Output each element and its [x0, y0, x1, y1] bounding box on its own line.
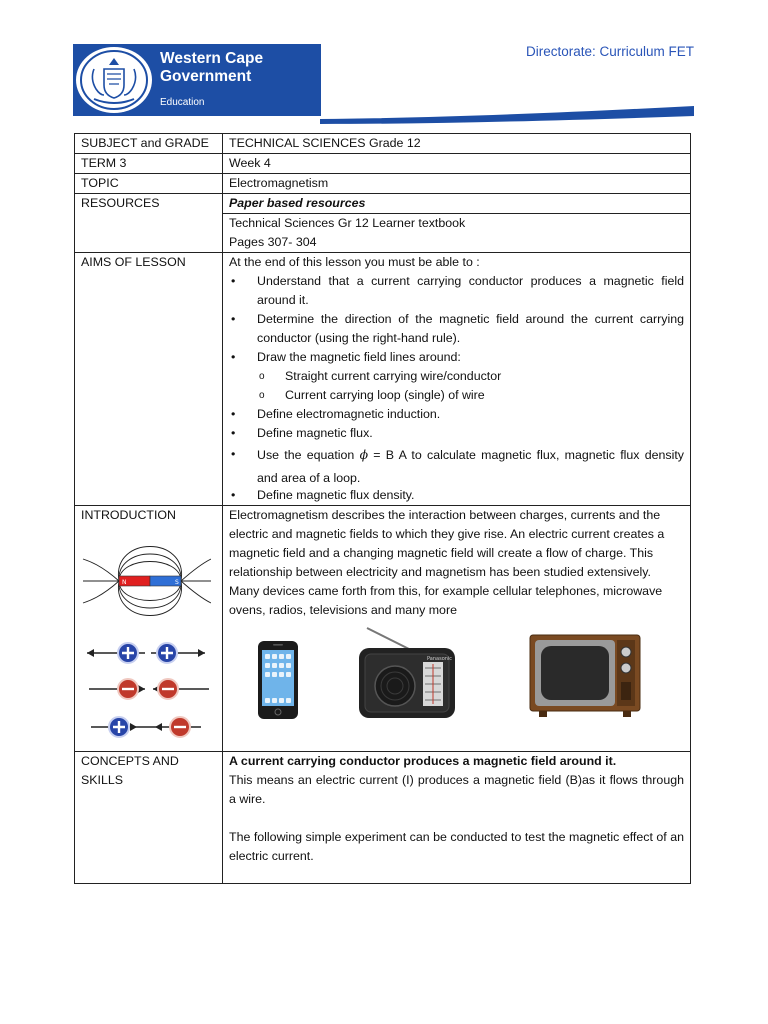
radio-icon [353, 626, 461, 722]
aims-subitem: o Current carrying loop (single) of wire [229, 386, 684, 405]
negative-charges-row [89, 679, 209, 699]
subject-row [75, 134, 691, 154]
textbook-name: Technical Sciences Gr 12 Learner textbook [229, 216, 466, 230]
resources-heading: Paper based resources [223, 194, 691, 214]
aims-item [229, 443, 684, 490]
mixed-charges-row [91, 717, 201, 737]
subject-label: SUBJECT and GRADE [75, 134, 223, 154]
introduction-label-cell [75, 506, 223, 752]
aims-item: • Define magnetic flux. [229, 424, 684, 443]
concepts-content [223, 752, 691, 884]
aims-item: • Determine the direction of the magnetic field around the current carrying conductor (using the right-hand rule). [229, 310, 684, 348]
aims-row [75, 253, 691, 506]
header-swoosh [320, 104, 694, 126]
topic-label: TOPIC [75, 174, 223, 194]
introduction-row [75, 506, 691, 752]
aims-sublist [229, 367, 684, 405]
magnet-n-label: N [122, 579, 127, 586]
aims-content [223, 253, 691, 506]
equation-post: = B A to calculate magnetic flux, magnetic flux density and area of a loop. [257, 448, 684, 485]
resources-detail [223, 214, 691, 253]
term-row [75, 154, 691, 174]
term-value: Week 4 [223, 154, 691, 174]
aims-list [229, 272, 684, 505]
org-subtitle: Education [160, 97, 205, 108]
concepts-row [75, 752, 691, 884]
television-icon [529, 634, 641, 718]
concepts-paragraph-2: The following simple experiment can be conducted to test the magnetic effect of an electric current. [229, 830, 684, 863]
aims-item-text: Draw the magnetic field lines around: [257, 350, 461, 364]
concepts-key-statement: A current carrying conductor produces a magnetic field around it. [229, 754, 617, 768]
aims-label: AIMS OF LESSON [75, 253, 223, 506]
concepts-label: CONCEPTS AND SKILLS [75, 752, 223, 884]
term-label: TERM 3 [75, 154, 223, 174]
magnet-field-illustration [81, 525, 211, 751]
introduction-label: INTRODUCTION [81, 508, 176, 522]
aims-item: • Define magnetic flux density. [229, 486, 684, 505]
aims-intro: At the end of this lesson you must be able to : [229, 255, 480, 269]
magnet-s-label: S [175, 579, 179, 586]
aims-subitem: o Straight current carrying wire/conductor [229, 367, 684, 386]
aims-item: • Understand that a current carrying conductor produces a magnetic field around it. [229, 272, 684, 310]
phi-symbol: ϕ [359, 447, 369, 462]
org-title: Western Cape Government [160, 50, 264, 85]
aims-item: • Define electromagnetic induction. [229, 405, 684, 424]
topic-row [75, 174, 691, 194]
wcg-logo [73, 44, 321, 116]
introduction-content [223, 506, 691, 752]
cellphone-icon [257, 640, 299, 720]
resources-label: RESOURCES [75, 194, 223, 253]
radio-brand: Panasonic [427, 656, 453, 662]
concepts-paragraph-1: This means an electric current (I) produces a magnetic field (B)as it flows through a wire. [229, 773, 684, 806]
directorate-label: Directorate: Curriculum FET [525, 44, 694, 59]
positive-charges-row [87, 643, 205, 663]
aims-item [229, 348, 684, 405]
crest-icon [76, 47, 152, 113]
introduction-text: Electromagnetism describes the interaction between charges, currents and the electric and magnetic fields to which they give rise. An electric current creates a magnetic field and a changing magnetic field will create a flow of charge. This relationship between electricity and magnetism has been studied extensively. Many devices came forth from this, for example cellular telephones, microwave ovens, radios, televisions and many more [229, 508, 665, 617]
resources-row [75, 194, 691, 214]
subject-value: TECHNICAL SCIENCES Grade 12 [223, 134, 691, 154]
devices-illustration [229, 626, 684, 734]
lesson-plan-table [74, 133, 691, 884]
charges-figure [81, 525, 216, 751]
textbook-pages: Pages 307- 304 [229, 235, 317, 249]
equation-pre: Use the equation [257, 448, 360, 462]
topic-value: Electromagnetism [223, 174, 691, 194]
